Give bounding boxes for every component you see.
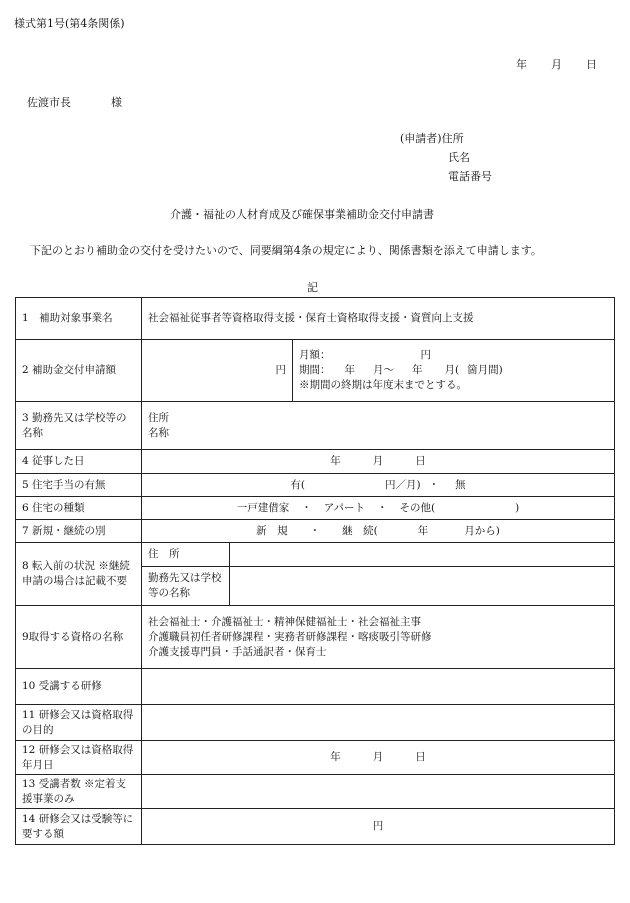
- r7-sep: ・: [309, 524, 321, 537]
- r6-sep2: ・: [376, 501, 388, 514]
- applicant-name-label: 氏名: [448, 151, 470, 164]
- row-2-amount[interactable]: [142, 340, 293, 402]
- r9-line3: 介護支援専門員・手話通訳者・保育士: [148, 645, 327, 658]
- row-13-value[interactable]: [142, 775, 615, 809]
- row-3-name: 名称: [148, 426, 169, 439]
- period-month-1: 月～: [373, 364, 394, 376]
- row-13-label: 13 受講者数 ※定着支援事業のみ: [16, 775, 142, 809]
- row-3-value[interactable]: [142, 402, 615, 450]
- period-label: 期間：: [299, 364, 331, 376]
- period-count: 箇月間): [467, 364, 503, 376]
- monthly-yen: 円: [420, 349, 431, 361]
- row-1-label: 1 補助対象事業名: [16, 298, 142, 340]
- row-4: [16, 450, 615, 474]
- row-9: [16, 606, 615, 669]
- date-line: [516, 56, 597, 72]
- row-8a: [16, 543, 615, 567]
- row-2: [16, 340, 615, 402]
- row-1-value: 社会福祉従事者等資格取得支援・保育士資格取得支援・資質向上支援: [142, 298, 615, 340]
- intro-text: 下記のとおり補助金の交付を受けたいので、同要綱第4条の規定により、関係書類を添えて申請します。: [30, 244, 542, 257]
- form-number: 様式第1号(第4条関係): [14, 17, 125, 30]
- row-11-label: 11 研修会又は資格取得の目的: [16, 705, 142, 741]
- row-8-label: 8 転入前の状況 ※継続申請の場合は記載不要: [16, 543, 142, 606]
- row-1: [16, 298, 615, 340]
- addressee: [27, 94, 122, 110]
- row-4-value[interactable]: [142, 450, 615, 474]
- r6-opt1: 一戸建借家: [236, 501, 290, 514]
- date-day: 日: [586, 58, 597, 71]
- r9-line2: 介護職員初任者研修課程・実務者研修課程・喀痰吸引等研修: [148, 630, 432, 643]
- r12-month: 月: [372, 751, 384, 763]
- row-7-label: 7 新規・継続の別: [16, 520, 142, 543]
- row-9-value[interactable]: [142, 606, 615, 669]
- row-13: [16, 775, 615, 809]
- row-11: [16, 705, 615, 741]
- addressee-suffix: 様: [111, 96, 122, 109]
- row-14-label: 14 研修会又は受験等に要する額: [16, 809, 142, 845]
- date-month: 月: [551, 58, 562, 71]
- monthly-label: 月額：: [299, 349, 331, 361]
- r12-year: 年: [330, 751, 341, 763]
- r14-yen: 円: [372, 820, 384, 832]
- row-2-details: [293, 340, 615, 402]
- r7-new: 新 規: [256, 524, 288, 537]
- period-year-2: 年: [412, 364, 423, 376]
- r7-year: 年: [417, 524, 429, 537]
- row-5: [16, 474, 615, 497]
- r7-cont: 継 続(: [342, 524, 378, 537]
- row-3: [16, 402, 615, 450]
- r6-opt2: アパート: [323, 501, 365, 514]
- document-title: 介護・福祉の人材育成及び確保事業補助金交付申請書: [170, 208, 434, 221]
- application-table: [15, 297, 615, 845]
- row-8-address-value[interactable]: [230, 543, 615, 567]
- row-7: [16, 520, 615, 543]
- row-3-label: 3 勤務先又は学校等の名称: [16, 402, 142, 450]
- r6-sep1: ・: [301, 501, 312, 514]
- addressee-name: 佐渡市長: [27, 96, 71, 109]
- row-5-label: 5 住宅手当の有無: [16, 474, 142, 497]
- row-11-value[interactable]: [142, 705, 615, 741]
- row-3-address: 住所: [148, 411, 169, 424]
- ki-heading: 記: [307, 281, 318, 294]
- applicant-address-label: (申請者)住所: [400, 132, 464, 145]
- row-10-label: 10 受講する研修: [16, 669, 142, 705]
- r5-sep: ・: [428, 478, 440, 491]
- row-5-value[interactable]: [142, 474, 615, 497]
- period-note: ※期間の終期は年度末までとする。: [299, 379, 467, 391]
- row-2-yen: 円: [275, 364, 286, 376]
- r4-day: 日: [415, 455, 426, 467]
- row-14: [16, 809, 615, 845]
- r12-day: 日: [415, 751, 426, 763]
- row-2-label: 2 補助金交付申請額: [16, 340, 142, 402]
- r6-opt3: その他(: [399, 501, 436, 514]
- row-6-value[interactable]: [142, 497, 615, 520]
- r7-from: 月から): [464, 524, 500, 537]
- row-7-value[interactable]: [142, 520, 615, 543]
- row-8-work-value[interactable]: [230, 567, 615, 606]
- row-12-value[interactable]: [142, 741, 615, 775]
- r5-unit: 円／月): [385, 478, 421, 491]
- row-9-label: 9取得する資格の名称: [16, 606, 142, 669]
- r5-no: 無: [455, 478, 466, 491]
- applicant-phone-label: 電話番号: [448, 170, 492, 183]
- row-12-label: 12 研修会又は資格取得 年月日: [16, 741, 142, 775]
- row-4-label: 4 従事した日: [16, 450, 142, 474]
- row-8-address-label: 住 所: [142, 543, 230, 567]
- period-year-1: 年: [344, 364, 355, 376]
- r4-year: 年: [330, 455, 341, 467]
- r4-month: 月: [372, 455, 384, 467]
- row-10: [16, 669, 615, 705]
- date-year: 年: [516, 58, 527, 71]
- row-6-label: 6 住宅の種類: [16, 497, 142, 520]
- row-8-work-label: 勤務先又は学校等の名称: [142, 567, 230, 606]
- row-12: [16, 741, 615, 775]
- r9-line1: 社会福祉士・介護福祉士・精神保健福祉士・社会福祉主事: [148, 615, 421, 628]
- row-14-value[interactable]: [142, 809, 615, 845]
- period-month-2: 月(: [444, 364, 460, 376]
- r6-close: ): [515, 501, 520, 514]
- row-10-value[interactable]: [142, 669, 615, 705]
- r5-yes: 有(: [290, 478, 305, 491]
- row-6: [16, 497, 615, 520]
